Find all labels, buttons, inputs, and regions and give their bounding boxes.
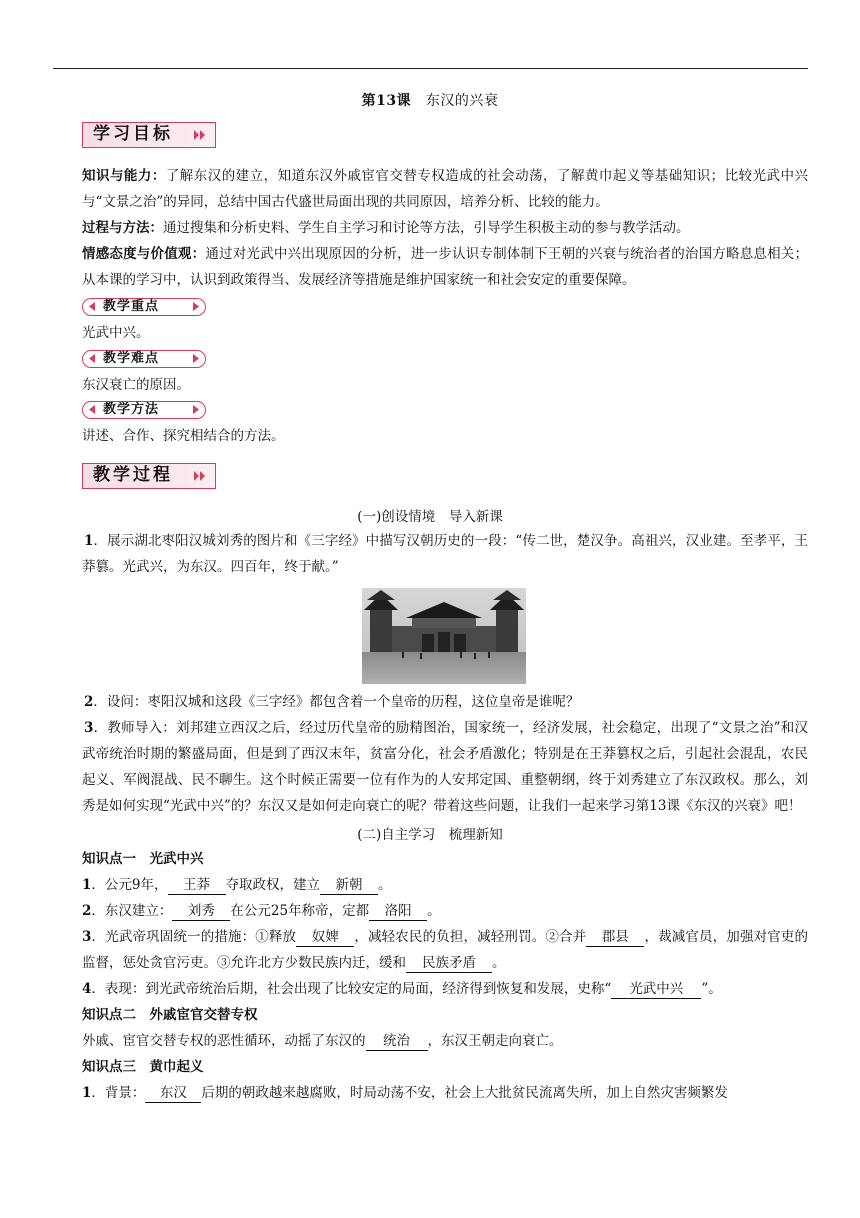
double-arrow-icon [193,470,207,482]
knowledge-point-2: 知识点二 外戚宦官交替专权 [82,1007,258,1023]
left-arrow-icon [87,354,96,363]
fill-item-3: 3．光武帝巩固统一的措施：①释放 奴婢 ，减轻农民的负担，减轻刑罚。②合并 郡县 ，裁减官员，加强对官吏的监督，惩处贪官污吏。③允许北方少数民族内迁，缓和 民族矛盾 。 [82,929,809,971]
zaoyang-han-city-photo [362,588,526,684]
objective-process: 过程与方法：通过搜集和分析史料、学生自主学习和讨论等方法，引导学生积极主动的参与教学活动。 [82,220,690,236]
method-tag: 教学方法 [82,401,206,419]
fill-item-5: 外戚、宦官交替专权的恶性循环，动摇了东汉的 统治 ，东汉王朝走向衰亡。 [82,1033,563,1049]
fill-item-4: 4．表现：到光武帝统治后期，社会出现了比较安定的局面，经济得到恢复和发展，史称“ 光武中兴 ”。 [82,981,722,997]
difficulty-text: 东汉衰亡的原因。 [82,377,190,393]
fill-item-6: 1．背景： 东汉 后期的朝政越来越腐败，时局动荡不安，社会上大批贫民流离失所，加上自然灾害频繁发 [82,1085,728,1101]
answer-blank: 民族矛盾 [406,954,492,973]
lesson-name: 东汉的兴衰 [425,93,499,109]
double-arrow-icon [193,129,207,141]
intro-item-3: 3．教师导入：刘邦建立西汉之后，经过历代皇帝的励精图治，国家统一，经济发展，社会稳定，出现了“文景之治”和汉武帝统治时期的繁盛局面，但是到了西汉末年，贫富分化，社会矛盾激化；特别是在王莽篡权之后，引起社会混乱，农民起义、军阀混战、民不聊生。这个时候正需要一位有作为的人安邦定国、重整朝纲，终于刘秀建立了东汉政权。那么，刘秀是如何实现“光武中兴”的？东汉又是如何走向衰亡的呢？带着这些问题，让我们一起来学习第13课《东汉的兴衰》吧！ [82,720,808,814]
answer-blank: 东汉 [145,1084,201,1103]
left-arrow-icon [87,302,96,311]
difficulty-tag: 教学难点 [82,350,206,368]
intro-item-1: 1．展示湖北枣阳汉城刘秀的图片和《三字经》中描写汉朝历史的一段：“传二世，楚汉争。高祖兴，汉业建。至孝平，王莽篡。光武兴，为东汉。四百年，终于献。” [82,533,808,575]
fill-item-2: 2．东汉建立： 刘秀 在公元25年称帝，定都 洛阳 。 [82,903,441,919]
lesson-number: 第13课 [361,93,412,109]
part2-heading: (二)自主学习 梳理新知 [357,827,503,843]
right-arrow-icon [192,354,201,363]
han-city-gate-image [362,588,526,684]
key-point-tag: 教学重点 [82,298,206,316]
answer-blank: 新朝 [320,876,378,895]
answer-blank: 刘秀 [172,902,230,921]
process-heading: 教学过程 [93,465,173,485]
answer-blank: 郡县 [586,928,644,947]
answer-blank: 光武中兴 [611,980,701,999]
process-banner [82,463,216,489]
answer-blank: 统治 [366,1032,428,1051]
answer-blank: 洛阳 [369,902,427,921]
lesson-title [0,90,860,110]
key-point-text: 光武中兴。 [82,325,150,341]
header-rule [53,68,808,69]
right-arrow-icon [192,405,201,414]
intro-item-2: 2．设问：枣阳汉城和这段《三字经》都包含着一个皇帝的历程，这位皇帝是谁呢？ [84,694,580,710]
knowledge-point-1: 知识点一 光武中兴 [82,851,204,867]
fill-item-1: 1．公元9年， 王莽 夺取政权，建立 新朝 。 [82,877,392,893]
objectives-heading: 学习目标 [93,124,173,144]
objective-attitude: 情感态度与价值观：通过对光武中兴出现原因的分析，进一步认识专制体制下王朝的兴衰与统治者的治国方略息息相关；从本课的学习中，认识到政策得当、发展经济等措施是维护国家统一和社会安定的重要保障。 [82,246,809,288]
part1-heading: (一)创设情境 导入新课 [357,509,503,525]
method-text: 讲述、合作、探究相结合的方法。 [82,428,285,444]
answer-blank: 奴婢 [296,928,354,947]
left-arrow-icon [87,405,96,414]
objective-knowledge: 知识与能力：了解东汉的建立，知道东汉外戚宦官交替专权造成的社会动荡，了解黄巾起义等基础知识；比较光武中兴与“文景之治”的异同，总结中国古代盛世局面出现的共同原因，培养分析、比较的能力。 [82,168,809,210]
answer-blank: 王莽 [168,876,226,895]
right-arrow-icon [192,302,201,311]
objectives-banner [82,122,216,148]
knowledge-point-3: 知识点三 黄巾起义 [82,1059,204,1075]
